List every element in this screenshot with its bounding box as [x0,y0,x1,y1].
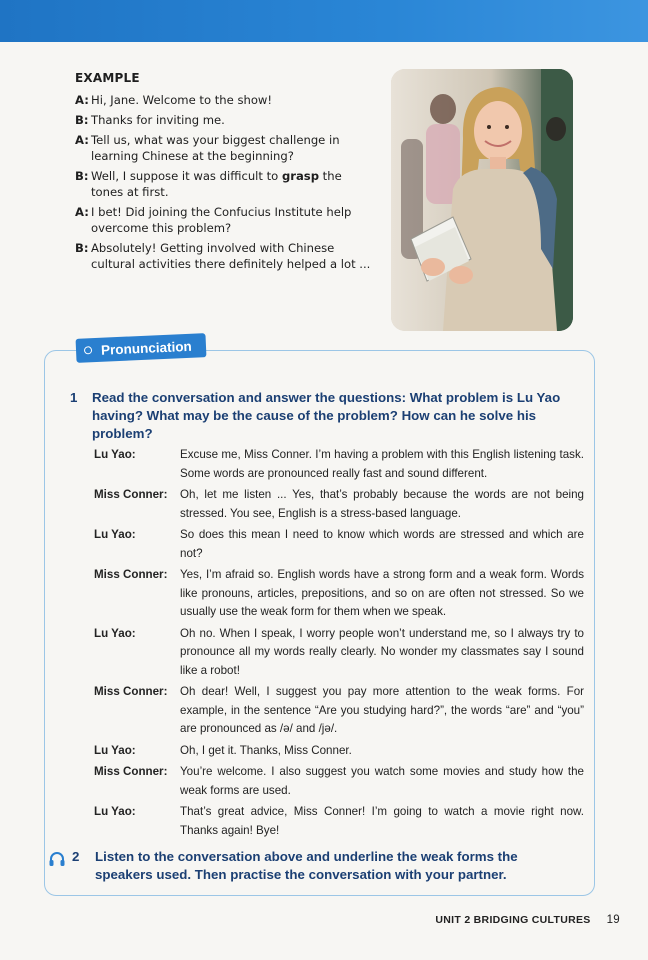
dialogue [94,446,584,843]
dialogue-speaker: Lu Yao: [94,626,136,640]
dialogue-line: You’re welcome. I also suggest you watch some movies and study how the weak forms are used. [180,765,584,797]
example-text: Hi, Jane. Welcome to the show! [91,93,273,107]
top-banner [0,0,648,42]
student-photo [391,69,573,331]
dialogue-line: Oh, let me listen ... Yes, that’s probably because the words are not being stressed. You see, English is a stress-based language. [180,488,584,520]
example-block [75,70,375,276]
question-number: 1 [70,390,78,405]
example-title: EXAMPLE [75,71,140,85]
unit-title: UNIT 2 BRIDGING CULTURES [435,914,591,926]
example-line [75,168,375,200]
student-illustration [391,69,573,331]
example-line [75,240,375,272]
question-number: 2 [72,849,80,864]
example-line [75,92,375,108]
dialogue-speaker: Miss Conner: [94,488,168,501]
dialogue-speaker: Miss Conner: [94,568,168,581]
dialogue-speaker: Lu Yao: [94,528,136,541]
dialogue-row [94,803,584,840]
dialogue-row [94,446,584,483]
example-line [75,132,375,164]
question-text: Listen to the conversation above and underline the weak forms the speakers used. Then practise the conversation with your partner. [95,849,518,882]
dialogue-speaker: Lu Yao: [94,448,136,461]
example-text [91,168,375,200]
example-text: Tell us, what was your biggest challenge in learning Chinese at the beginning? [91,133,340,163]
dialogue-line: Oh no. When I speak, I worry people won’t understand me, so I always try to pronounce all my words really clearly. No wonder my classmates say I sound like a robot! [180,626,584,677]
example-speaker: A: [75,93,89,107]
question-text: Read the conversation and answer the questions: What problem is Lu Yao having? What may be the cause of the problem? How can he solve his problem? [92,390,561,441]
page-number: 19 [606,914,620,926]
example-speaker: B: [75,169,89,183]
dialogue-line: That’s great advice, Miss Conner! I’m going to watch a movie right now. Thanks again! Bye! [180,805,584,837]
vocab-word-grasp: grasp [281,169,319,183]
dialogue-speaker: Lu Yao: [94,805,136,818]
dialogue-row [94,486,584,523]
dialogue-row [94,763,584,800]
example-text-part: the tones at first. [91,169,342,199]
dialogue-row [94,625,584,681]
dialogue-line: Excuse me, Miss Conner. I’m having a problem with this English listening task. Some words are pronounced really fast and sound different. [180,448,584,480]
headphones-icon [48,850,66,873]
dialogue-row [94,742,584,761]
dialogue-row [94,526,584,563]
dialogue-line: Oh dear! Well, I suggest you pay more attention to the weak forms. For example, in the sentence “Are you studying hard?”, the words “are” and “you” are pronounced as /ə/ and /jə/. [180,685,584,735]
example-speaker: A: [75,205,89,219]
question-1 [70,389,590,443]
example-line [75,112,375,128]
dialogue-row [94,683,584,739]
dialogue-speaker: Miss Conner: [94,685,168,698]
dialogue-line: So does this mean I need to know which words are stressed and which are not? [180,528,584,560]
dialogue-line: Yes, I’m afraid so. English words have a strong form and a weak form. Words like pronouns, articles, prepositions, and so on are often not stressed. So we usually use the weak form for them when we speak. [180,568,584,618]
example-text: I bet! Did joining the Confucius Institute help overcome this problem? [91,205,352,235]
example-text: Thanks for inviting me. [91,113,225,127]
example-text: Absolutely! Getting involved with Chinese cultural activities there definitely helped a lot ... [91,241,371,271]
circle-bullet-icon [84,346,92,354]
page-footer [435,914,620,926]
pronunciation-tab-label: Pronunciation [100,338,193,358]
dialogue-speaker: Lu Yao: [94,743,136,757]
example-speaker: B: [75,113,89,127]
example-speaker: B: [75,241,89,255]
example-text-part: Well, I suppose it was difficult to [91,169,282,183]
dialogue-line: Oh, I get it. Thanks, Miss Conner. [180,743,352,757]
dialogue-speaker: Miss Conner: [94,765,168,778]
example-line [75,204,375,236]
question-2 [48,848,568,884]
dialogue-row [94,566,584,622]
example-speaker: A: [75,133,89,147]
